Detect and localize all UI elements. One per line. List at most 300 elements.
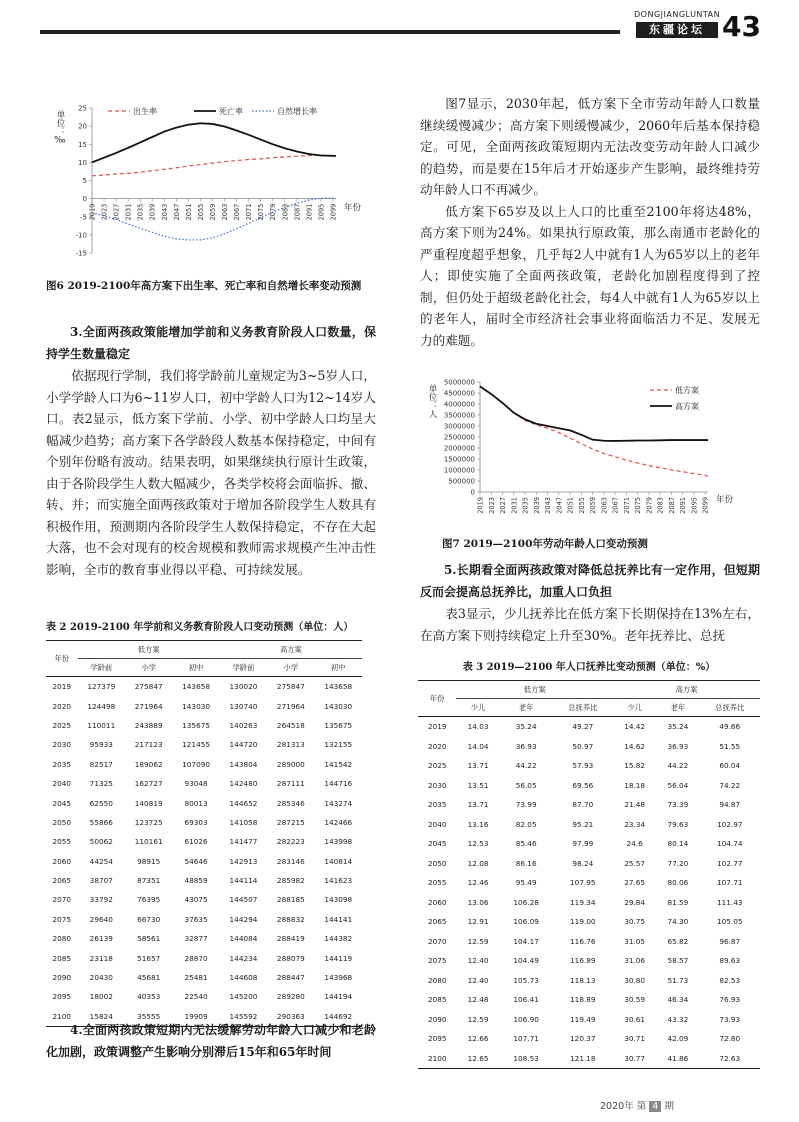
table-cell: 143968 xyxy=(324,973,353,983)
table-cell: 287111 xyxy=(276,779,305,789)
table-row xyxy=(418,912,760,932)
table-cell: 143658 xyxy=(315,677,362,697)
table-cell: 288419 xyxy=(276,934,305,944)
table-row xyxy=(46,774,362,793)
table-cell: 143098 xyxy=(324,895,353,905)
table-cell: 2100 xyxy=(418,1049,456,1069)
table-row xyxy=(418,1049,760,1069)
table-cell: 288447 xyxy=(276,973,305,983)
table-cell: 143030 xyxy=(324,701,353,711)
section-3-heading: 3.全面两孩政策能增加学前和义务教育阶段人口数量，保持学生数量稳定 xyxy=(46,325,376,361)
table-2-year-header: 年份 xyxy=(46,641,78,677)
table-cell: 144114 xyxy=(229,876,258,886)
table-cell: 2025 xyxy=(427,761,447,771)
x-tick-label: 2027 xyxy=(112,203,121,221)
table-cell: 51.55 xyxy=(719,741,741,751)
table-cell: 35555 xyxy=(125,1007,172,1027)
table-cell: 79.63 xyxy=(667,819,689,829)
table-3-block xyxy=(418,660,760,1069)
table-cell: 104.74 xyxy=(716,839,743,849)
right-text-mid xyxy=(420,560,760,646)
table-cell: 104.17 xyxy=(513,936,539,946)
table-cell: 76395 xyxy=(137,895,161,905)
table-cell: 18.18 xyxy=(624,780,646,790)
y-tick-label: 5 xyxy=(82,177,87,185)
table-cell: 13.71 xyxy=(467,761,489,771)
table-cell: 281313 xyxy=(276,740,305,750)
table-cell: 285982 xyxy=(276,876,305,886)
table-cell: 62550 xyxy=(89,798,113,808)
table-cell: 102.97 xyxy=(716,819,743,829)
table-cell: 2075 xyxy=(427,956,447,966)
x-tick-label: 2099 xyxy=(329,203,338,221)
y-tick-label: 10 xyxy=(78,158,87,167)
y-tick-label: 0 xyxy=(82,195,87,204)
table-cell: 2100 xyxy=(46,1007,78,1027)
y-tick-label: 1000000 xyxy=(443,466,475,475)
figure-7-caption-block xyxy=(420,535,760,553)
table-cell: 81.59 xyxy=(667,897,689,907)
table-row xyxy=(418,893,760,913)
table-cell: 13.16 xyxy=(467,819,489,829)
table-cell: 30.71 xyxy=(624,1034,646,1044)
table-cell: 42.09 xyxy=(667,1034,689,1044)
legend-label: 高方案 xyxy=(675,402,699,411)
left-text xyxy=(46,322,376,580)
table-cell: 57.93 xyxy=(572,761,594,771)
table-cell: 141623 xyxy=(324,876,353,886)
table-row xyxy=(46,755,362,774)
table-cell: 145200 xyxy=(229,992,258,1002)
x-tick-label: 2031 xyxy=(124,203,133,221)
table-cell: 143030 xyxy=(182,701,210,711)
table-cell: 2095 xyxy=(52,992,72,1002)
table-cell: 141477 xyxy=(229,837,258,847)
y-tick-label: 15 xyxy=(78,140,87,149)
y-tick-label: 4500000 xyxy=(443,389,475,398)
table-cell: 82517 xyxy=(89,759,113,769)
table-cell: 2045 xyxy=(427,839,447,849)
table-cell: 2075 xyxy=(52,914,72,924)
table-2-subheader: 小学 xyxy=(267,659,314,677)
table-cell: 72.63 xyxy=(700,1049,760,1069)
table-cell: 140263 xyxy=(229,720,258,730)
table-cell: 45681 xyxy=(137,973,161,983)
table-cell: 121455 xyxy=(182,740,210,750)
table-cell: 116.89 xyxy=(570,956,596,966)
table-cell: 130740 xyxy=(229,701,258,711)
table-row xyxy=(418,971,760,991)
table-cell: 102.77 xyxy=(716,858,743,868)
table-cell: 98915 xyxy=(137,856,161,866)
x-tick-label: 2075 xyxy=(257,203,266,221)
table-cell: 144119 xyxy=(324,953,353,963)
table-cell: 104.49 xyxy=(513,956,539,966)
table-cell: 40353 xyxy=(137,992,161,1002)
table-cell: 13.51 xyxy=(467,780,489,790)
table-row xyxy=(418,776,760,796)
table-cell: 29.84 xyxy=(624,897,646,907)
table-cell: 13.06 xyxy=(467,897,489,907)
table-cell: 2065 xyxy=(52,876,72,886)
table-cell: 12.59 xyxy=(467,936,489,946)
header-rule xyxy=(40,30,620,34)
table-cell: 143804 xyxy=(229,759,258,769)
table-3-subheader: 老年 xyxy=(500,699,553,717)
table-cell: 2035 xyxy=(52,759,72,769)
table-cell: 2050 xyxy=(427,858,447,868)
table-cell: 142913 xyxy=(229,856,258,866)
table-cell: 12.65 xyxy=(456,1049,499,1069)
table-cell: 2080 xyxy=(427,975,447,985)
table-cell: 135675 xyxy=(182,720,210,730)
table-row xyxy=(46,948,362,967)
table-cell: 18002 xyxy=(89,992,113,1002)
table-cell: 144608 xyxy=(229,973,258,983)
table-2-subheader: 小学 xyxy=(125,659,172,677)
table-cell: 69303 xyxy=(184,817,208,827)
table-cell: 46.34 xyxy=(667,995,689,1005)
x-axis-label: 年份 xyxy=(716,495,734,505)
table-cell: 80013 xyxy=(184,798,208,808)
x-tick-label: 2019 xyxy=(476,497,485,514)
table-cell: 43.32 xyxy=(667,1014,689,1024)
table-cell: 2040 xyxy=(427,819,447,829)
table-cell: 217123 xyxy=(134,740,163,750)
table-cell: 2030 xyxy=(427,780,447,790)
table-cell: 143274 xyxy=(324,798,353,808)
legend-label: 低方案 xyxy=(675,386,699,395)
table-cell: 95.49 xyxy=(515,878,537,888)
table-cell: 80.14 xyxy=(667,839,689,849)
x-tick-label: 2067 xyxy=(233,203,242,221)
table-cell: 243889 xyxy=(134,720,163,730)
journal-name-pinyin: DONGJIANGLUNTAN xyxy=(634,10,721,19)
x-tick-label: 2047 xyxy=(172,203,181,221)
table-cell: 48859 xyxy=(184,876,208,886)
figure-6-caption-block xyxy=(46,277,376,295)
table-cell: 50062 xyxy=(89,837,113,847)
table-row xyxy=(418,737,760,757)
table-cell: 2085 xyxy=(427,995,447,1005)
table-row xyxy=(418,834,760,854)
table-cell: 110011 xyxy=(87,720,116,730)
table-cell: 35.24 xyxy=(500,717,553,737)
table-cell: 275847 xyxy=(267,677,314,697)
section-4-heading: 4.全面两孩政策短期内无法缓解劳动年龄人口减少和老龄化加剧，政策调整产生影响分别滞后15年和65年时间 xyxy=(46,1023,376,1059)
table-row xyxy=(46,852,362,871)
table-row xyxy=(418,717,760,737)
table-cell: 95.21 xyxy=(572,819,594,829)
right-text-top xyxy=(420,93,760,351)
table-cell: 95933 xyxy=(89,740,113,750)
table-cell: 58.57 xyxy=(667,956,689,966)
table-cell: 12.40 xyxy=(467,975,489,985)
series-line-2 xyxy=(92,123,336,162)
x-tick-label: 2059 xyxy=(589,497,598,514)
table-row xyxy=(418,932,760,952)
x-tick-label: 2051 xyxy=(566,497,575,514)
page-header xyxy=(0,0,799,45)
table-cell: 43075 xyxy=(184,895,208,905)
y-tick-label: 1500000 xyxy=(443,455,475,464)
table-cell: 12.08 xyxy=(467,858,489,868)
table-cell: 2090 xyxy=(52,973,72,983)
table-row xyxy=(46,968,362,987)
footer-suffix: 期 xyxy=(664,1101,674,1112)
x-tick-label: 2067 xyxy=(611,497,620,514)
x-tick-label: 2027 xyxy=(499,497,508,514)
table-cell: 58561 xyxy=(137,934,161,944)
y-tick-label: 5000000 xyxy=(443,378,475,387)
table-cell: 28870 xyxy=(184,953,208,963)
table-cell: 31.06 xyxy=(624,956,646,966)
x-axis-label: 年份 xyxy=(344,203,362,213)
table-3-group-low: 低方案 xyxy=(456,681,613,699)
table-cell: 77.20 xyxy=(667,858,689,868)
table-2-subheader: 学龄前 xyxy=(220,659,267,677)
table-cell: 54646 xyxy=(184,856,208,866)
table-cell: 76.93 xyxy=(719,995,741,1005)
x-tick-label: 2043 xyxy=(544,497,553,514)
table-row xyxy=(418,795,760,815)
table-cell: 72.80 xyxy=(719,1034,741,1044)
table-cell: 27.65 xyxy=(624,878,646,888)
x-tick-label: 2019 xyxy=(88,203,97,221)
table-cell: 98.24 xyxy=(572,858,594,868)
table-cell: 2090 xyxy=(427,1014,447,1024)
y-tick-label: 2500000 xyxy=(443,433,475,442)
table-cell: 2025 xyxy=(52,720,72,730)
table-row xyxy=(46,987,362,1006)
table-cell: 21.48 xyxy=(624,800,646,810)
table-cell: 2060 xyxy=(427,897,447,907)
table-cell: 142466 xyxy=(324,817,353,827)
table-cell: 23118 xyxy=(89,953,113,963)
table-cell: 2040 xyxy=(52,779,72,789)
table-cell: 2020 xyxy=(427,741,447,751)
table-cell: 283146 xyxy=(276,856,305,866)
table-cell: 289280 xyxy=(276,992,305,1002)
table-cell: 143658 xyxy=(172,677,219,697)
table-cell: 23.34 xyxy=(624,819,646,829)
table-cell: 282223 xyxy=(276,837,305,847)
table-row xyxy=(46,871,362,890)
table-cell: 69.56 xyxy=(572,780,594,790)
x-tick-label: 2083 xyxy=(656,497,665,514)
table-cell: 189062 xyxy=(134,759,163,769)
table-cell: 144194 xyxy=(324,992,353,1002)
table-cell: 31.05 xyxy=(624,936,646,946)
table-cell: 82.53 xyxy=(719,975,741,985)
table-cell: 80.06 xyxy=(667,878,689,888)
table-cell: 44254 xyxy=(89,856,113,866)
table-cell: 2019 xyxy=(418,717,456,737)
table-2-group-low: 低方案 xyxy=(78,641,220,659)
y-tick-label: 3000000 xyxy=(443,422,475,431)
y-axis-label: 单位：人 xyxy=(427,384,437,418)
table-cell: 51.73 xyxy=(667,975,689,985)
table-row xyxy=(46,890,362,909)
table-cell: 140814 xyxy=(324,856,353,866)
table-cell: 288185 xyxy=(276,895,305,905)
table-cell: 2085 xyxy=(52,953,72,963)
table-cell: 12.59 xyxy=(467,1014,489,1024)
table-cell: 30.75 xyxy=(624,917,646,927)
y-tick-label: 20 xyxy=(78,122,87,131)
page-footer xyxy=(600,1098,674,1112)
table-cell: 2045 xyxy=(52,798,72,808)
table-cell: 60.04 xyxy=(719,761,741,771)
table-cell: 124498 xyxy=(87,701,116,711)
table-cell: 144084 xyxy=(229,934,258,944)
table-cell: 2055 xyxy=(52,837,72,847)
x-tick-label: 2063 xyxy=(600,497,609,514)
y-tick-label: 4000000 xyxy=(443,400,475,409)
table-cell: 51657 xyxy=(137,953,161,963)
table-cell: 144692 xyxy=(315,1007,362,1027)
table-cell: 73.93 xyxy=(719,1014,741,1024)
table-cell: 12.46 xyxy=(467,878,489,888)
table-cell: 144716 xyxy=(324,779,353,789)
table-3-subheader: 总抚养比 xyxy=(553,699,613,717)
table-row xyxy=(46,910,362,929)
legend-label: 死亡率 xyxy=(219,107,243,116)
table-cell: 289000 xyxy=(276,759,305,769)
table-cell: 94.87 xyxy=(719,800,741,810)
table-cell: 30.80 xyxy=(624,975,646,985)
table-cell: 2095 xyxy=(427,1034,447,1044)
y-tick-label: 500000 xyxy=(448,477,475,486)
figure-6-caption: 图6 2019-2100年高方案下出生率、死亡率和自然增长率变动预测 xyxy=(46,280,362,292)
series-line-1 xyxy=(480,386,708,476)
table-cell: 123725 xyxy=(134,817,163,827)
table-cell: 93048 xyxy=(184,779,208,789)
table-cell: 105.05 xyxy=(716,917,743,927)
table-row xyxy=(46,813,362,832)
table-2 xyxy=(46,640,362,1027)
table-cell: 119.49 xyxy=(570,1014,596,1024)
table-cell: 107.71 xyxy=(513,1034,539,1044)
table-cell: 144141 xyxy=(324,914,353,924)
table-cell: 33792 xyxy=(89,895,113,905)
table-cell: 2050 xyxy=(52,817,72,827)
figure-7-caption: 图7 2019—2100年劳动年龄人口变动预测 xyxy=(442,538,648,550)
table-cell: 119.34 xyxy=(570,897,596,907)
y-tick-label: 25 xyxy=(78,104,87,113)
table-cell: 38707 xyxy=(89,876,113,886)
table-row xyxy=(418,756,760,776)
table-cell: 25.57 xyxy=(624,858,646,868)
x-tick-label: 2031 xyxy=(510,497,519,514)
x-tick-label: 2063 xyxy=(221,203,230,221)
table3-intro-paragraph: 表3显示，少儿抚养比在低方案下长期保持在13%左右，在高方案下则持续稳定上升至30%。老年抚养比、总抚 xyxy=(420,606,760,643)
table-cell: 116.76 xyxy=(570,936,596,946)
table-cell: 120.37 xyxy=(570,1034,596,1044)
table-cell: 106.41 xyxy=(513,995,539,1005)
table-2-block xyxy=(46,620,362,1027)
x-tick-label: 2091 xyxy=(305,203,314,221)
series-line-1 xyxy=(92,155,336,176)
x-tick-label: 2095 xyxy=(690,497,699,514)
table-cell: 12.40 xyxy=(467,956,489,966)
x-tick-label: 2043 xyxy=(160,203,169,221)
table-3-caption: 表 3 2019—2100 年人口抚养比变动预测（单位：%） xyxy=(462,662,716,673)
table-cell: 32877 xyxy=(184,934,208,944)
table-cell: 135675 xyxy=(324,720,353,730)
table-cell: 141542 xyxy=(324,759,353,769)
figure-6 xyxy=(46,98,376,272)
table-cell: 162727 xyxy=(134,779,163,789)
table-2-subheader: 初中 xyxy=(315,659,362,677)
table-cell: 140819 xyxy=(134,798,163,808)
table-3-year-header: 年份 xyxy=(418,681,456,717)
table-3-subheader: 少儿 xyxy=(613,699,656,717)
table-row xyxy=(46,677,362,697)
y-tick-label: -10 xyxy=(75,231,87,240)
series-line-2 xyxy=(480,386,708,441)
table-cell: 49.66 xyxy=(700,717,760,737)
table-cell: 105.73 xyxy=(513,975,539,985)
table-cell: 264518 xyxy=(276,720,305,730)
table-cell: 71325 xyxy=(89,779,113,789)
table-cell: 271964 xyxy=(276,701,305,711)
table-cell: 41.86 xyxy=(656,1049,699,1069)
table-row xyxy=(418,854,760,874)
table-cell: 14.03 xyxy=(456,717,499,737)
table-cell: 25481 xyxy=(184,973,208,983)
table-row xyxy=(46,793,362,812)
table-3-subheader: 老年 xyxy=(656,699,699,717)
x-tick-label: 2055 xyxy=(577,497,586,514)
table-cell: 127379 xyxy=(78,677,125,697)
table-cell: 14.04 xyxy=(467,741,489,751)
figure-7-chart xyxy=(420,376,750,526)
table-cell: 30.77 xyxy=(613,1049,656,1069)
legend-label: 自然增长率 xyxy=(277,107,317,116)
table-cell: 37635 xyxy=(184,914,208,924)
table-cell: 15.82 xyxy=(624,761,646,771)
x-tick-label: 2023 xyxy=(100,203,109,221)
table-cell: 2070 xyxy=(52,895,72,905)
legend-label: 出生率 xyxy=(133,107,157,116)
table-cell: 14.42 xyxy=(613,717,656,737)
table-cell: 285346 xyxy=(276,798,305,808)
table-cell: 56.04 xyxy=(667,780,689,790)
table-cell: 121.18 xyxy=(553,1049,613,1069)
table-cell: 66730 xyxy=(137,914,161,924)
table-cell: 110161 xyxy=(134,837,163,847)
y-tick-label: 2000000 xyxy=(443,444,475,453)
x-tick-label: 2075 xyxy=(634,497,643,514)
table-cell: 107.71 xyxy=(716,878,743,888)
table-cell: 97.99 xyxy=(572,839,594,849)
table-cell: 2030 xyxy=(52,740,72,750)
table-2-subheader: 学龄前 xyxy=(78,659,125,677)
table-2-subheader: 初中 xyxy=(172,659,219,677)
table-3 xyxy=(418,680,760,1069)
footer-year: 2020年 第 xyxy=(600,1101,647,1112)
y-tick-label: 3500000 xyxy=(443,411,475,420)
table-cell: 106.90 xyxy=(513,1014,539,1024)
table-cell: 130020 xyxy=(220,677,267,697)
x-tick-label: 2039 xyxy=(148,203,157,221)
table-cell: 56.05 xyxy=(515,780,537,790)
table-row xyxy=(418,873,760,893)
table-cell: 20430 xyxy=(89,973,113,983)
table-cell: 144720 xyxy=(229,740,258,750)
footer-issue: 4 xyxy=(649,1101,661,1112)
